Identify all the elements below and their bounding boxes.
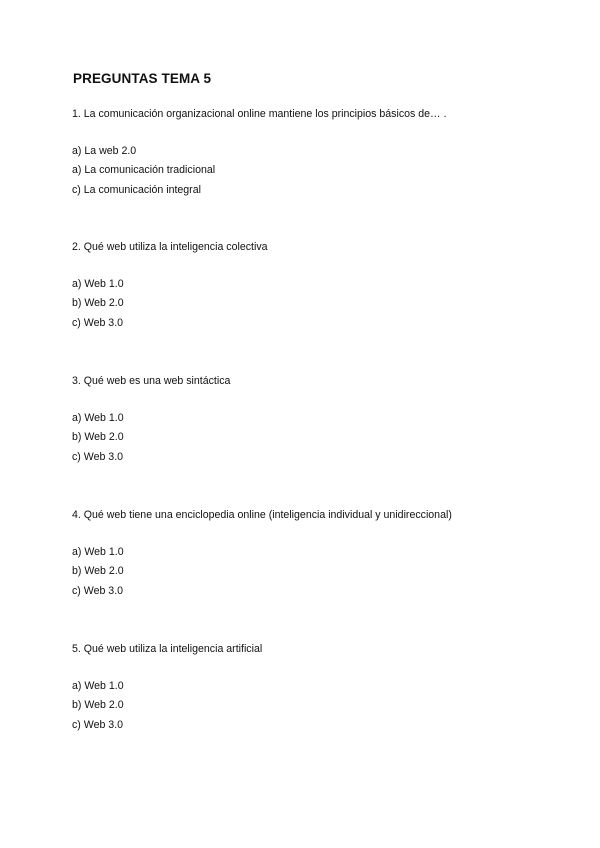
option-list: [72, 546, 124, 604]
option-c: c) Web 3.0: [72, 316, 124, 329]
option-a: a) Web 1.0: [72, 680, 124, 692]
option-a: a) Web 1.0: [72, 412, 124, 424]
option-c: c) La comunicación integral: [72, 183, 201, 196]
question-text: 2. Qué web utiliza la inteligencia colectiva: [72, 241, 268, 253]
option-b: b) Web 2.0: [72, 699, 124, 712]
document-title: PREGUNTAS TEMA 5: [73, 71, 212, 86]
option-b: b) Web 2.0: [72, 431, 124, 444]
option-a: a) Web 1.0: [72, 546, 124, 558]
question-text: 5. Qué web utiliza la inteligencia artificial: [72, 643, 263, 655]
question-text: 3. Qué web es una web sintáctica: [72, 375, 231, 387]
option-list: [72, 680, 124, 738]
option-list: [72, 145, 215, 203]
option-c: c) Web 3.0: [72, 584, 124, 597]
option-b: a) La comunicación tradicional: [72, 164, 216, 177]
option-list: [72, 412, 124, 470]
option-a: a) La web 2.0: [72, 145, 137, 157]
question-text: 1. La comunicación organizacional online mantiene los principios básicos de… .: [72, 108, 447, 120]
option-b: b) Web 2.0: [72, 297, 124, 310]
question-text: 4. Qué web tiene una enciclopedia online (inteligencia individual y unidireccional): [72, 509, 452, 521]
option-list: [72, 278, 124, 336]
option-a: a) Web 1.0: [72, 278, 124, 290]
option-c: c) Web 3.0: [72, 718, 124, 731]
option-c: c) Web 3.0: [72, 450, 124, 463]
option-b: b) Web 2.0: [72, 565, 124, 578]
